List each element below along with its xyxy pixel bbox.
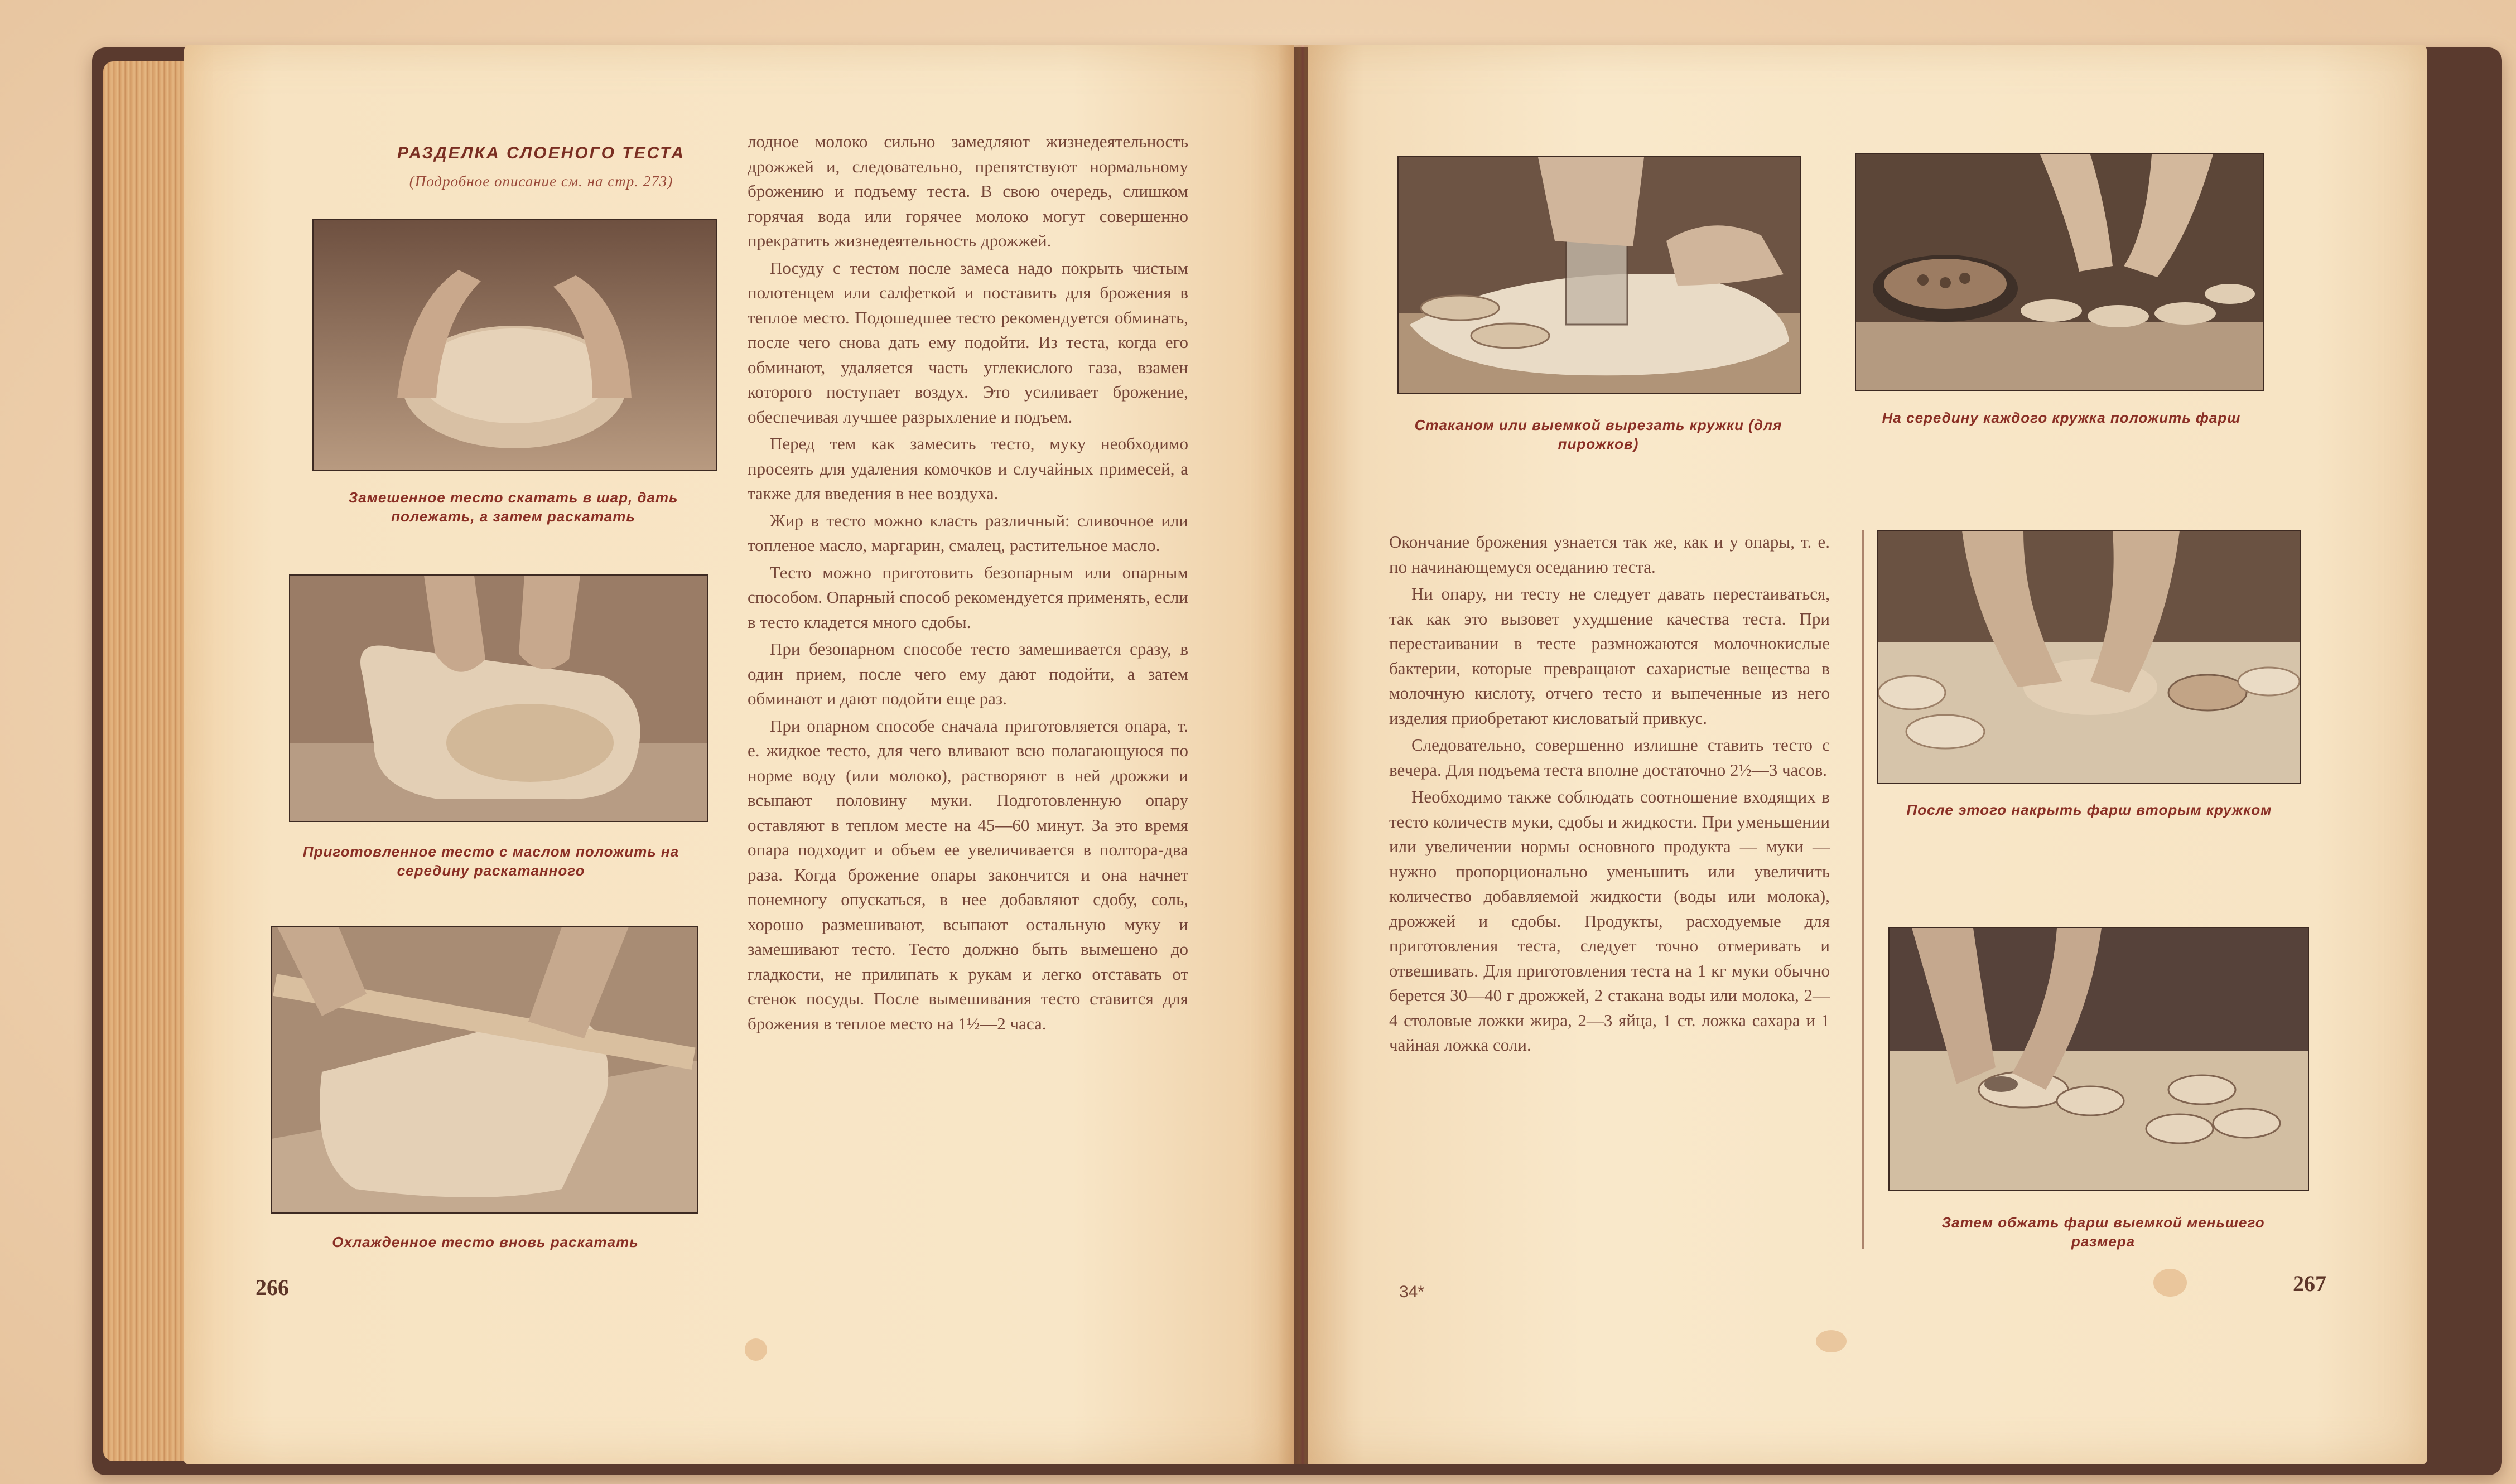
caption-3: Охлажденное тесто вновь раскатать	[332, 1234, 639, 1250]
paragraph: При опарном способе сначала приготовляется опара, т. е. жидкое тесто, для чего вливают всю полагающуюся по норме воду (или молоко), растворяют в ней дрожжи и всыпают половину муки. Подготовленную опару оставляют в теплом месте на 45—60 минут. За это время опара подходит и объем ее увеличивается в полтора-два раза. Когда брожение опары закончится и она начнет понемногу опускаться, в нее добавляют сдобу, соль, хорошо размешивают, всыпают остальную муку и замешивают тесто. Тесто должно быть вымешено до гладкости, не прилипать к рукам и легко отставать от стенок посуды. После вымешивания тесто ставится для брожения в теплое место на 1½—2 часа.	[748, 716, 1188, 1033]
photo-filling-center	[1855, 153, 2264, 391]
photo-rolling-pin	[271, 926, 698, 1214]
paragraph: При безопарном способе тесто замешивается сразу, в один прием, после чего ему дают подойти, а затем обминают и дают подойти еще раз.	[748, 639, 1188, 708]
paragraph: Окончание брожения узнается так же, как и у опары, т. е. по начинающемуся оседанию теста.	[1389, 532, 1830, 577]
stain	[2153, 1269, 2187, 1297]
column-rule	[1862, 530, 1864, 1249]
photo-dough-ball	[312, 219, 717, 471]
paragraph: Необходимо также соблюдать соотношение входящих в тесто количеств муки, сдобы и жидкости. При уменьшении или увеличении нормы основного продукта — муки — нужно пропорционально уменьшить или увеличить количество добавляемой жидкости (воды или молока), дрожжей и сдобы. Продукты, расходуемые для приготовления теста, следует точно отмеривать и отвешивать. Для приготовления теста на 1 кг муки обычно берется 30—40 г дрожжей, 2 стакана воды или молока, 2—4 столовые ложки жира, 2—3 яйца, 1 ст. ложка сахара и 1 чайная ложка соли.	[1389, 787, 1830, 1055]
left-text-column	[748, 129, 1188, 1038]
paragraph: Перед тем как замесить тесто, муку необходимо просеять для удаления комочков и случайных примесей, а также для введения в нее воздуха.	[748, 434, 1188, 503]
paragraph: Посуду с тестом после замеса надо покрыть чистым полотенцем или салфеткой и поставить для брожения в теплое место. Подошедшее тесто рекомендуется обминать, после чего снова дать ему подойти. Из теста, когда его обминают, удаляется часть углекислого газа, взамен которого поступает воздух. Это усиливает брожение, обеспечивая лучшее разрыхление и подъем.	[748, 258, 1188, 427]
page-number-right: 267	[2293, 1271, 2326, 1296]
photo-cutting-circles	[1397, 156, 1801, 394]
caption-r4: Затем обжать фарш выемкой меньшего размера	[1941, 1214, 2265, 1250]
photo-cover-filling	[1877, 530, 2301, 784]
stain	[745, 1338, 767, 1361]
caption-2: Приготовленное тесто с маслом положить на середину раскатанного	[302, 843, 679, 879]
photo-butter-on-dough	[289, 574, 708, 822]
caption-r2: На середину каждого кружка положить фарш	[1882, 409, 2241, 426]
caption-1: Замешенное тесто скатать в шар, дать полежать, а затем раскатать	[348, 489, 678, 525]
page-number-left: 266	[256, 1275, 289, 1300]
caption-r3: После этого накрыть фарш вторым кружком	[1906, 801, 2272, 818]
paragraph: Ни опару, ни тесту не следует давать перестаиваться, так как это вызовет ухудшение качества теста. При перестаивании в тесте размножаются молочнокислые бактерии, которые превращают сахаристые вещества в молочную кислоту, отчего тесто и выпеченные из него изделия приобретают кисловатый привкус.	[1389, 584, 1830, 728]
paragraph: Тесто можно приготовить безопарным или опарным способом. Опарный способ рекомендуется применять, если в тесто кладется много сдобы.	[748, 562, 1188, 632]
paragraph: Жир в тесто можно класть различный: сливочное или топленое масло, маргарин, смалец, растительное масло.	[748, 510, 1188, 555]
signature-mark: 34*	[1399, 1283, 1425, 1301]
section-subtitle: (Подробное описание см. на стр. 273)	[409, 173, 673, 190]
caption-r1: Стаканом или выемкой вырезать кружки (для пирожков)	[1414, 417, 1782, 452]
stain	[1816, 1330, 1847, 1352]
paragraph: лодное молоко сильно замедляют жизнедеятельность дрожжей и, следовательно, препятствуют нормальному брожению и подъему теста. В свою очередь, слишком горячая вода или горячее молоко могут совершенно прекратить жизнедеятельность дрожжей.	[748, 132, 1188, 250]
section-title: РАЗДЕЛКА СЛОЕНОГО ТЕСТА	[397, 144, 686, 162]
photo-press-cutter	[1888, 927, 2309, 1191]
paragraph: Следовательно, совершенно излишне ставить тесто с вечера. Для подъема теста вполне достаточно 2½—3 часов.	[1389, 735, 1830, 780]
right-text-column	[1389, 530, 1830, 1060]
